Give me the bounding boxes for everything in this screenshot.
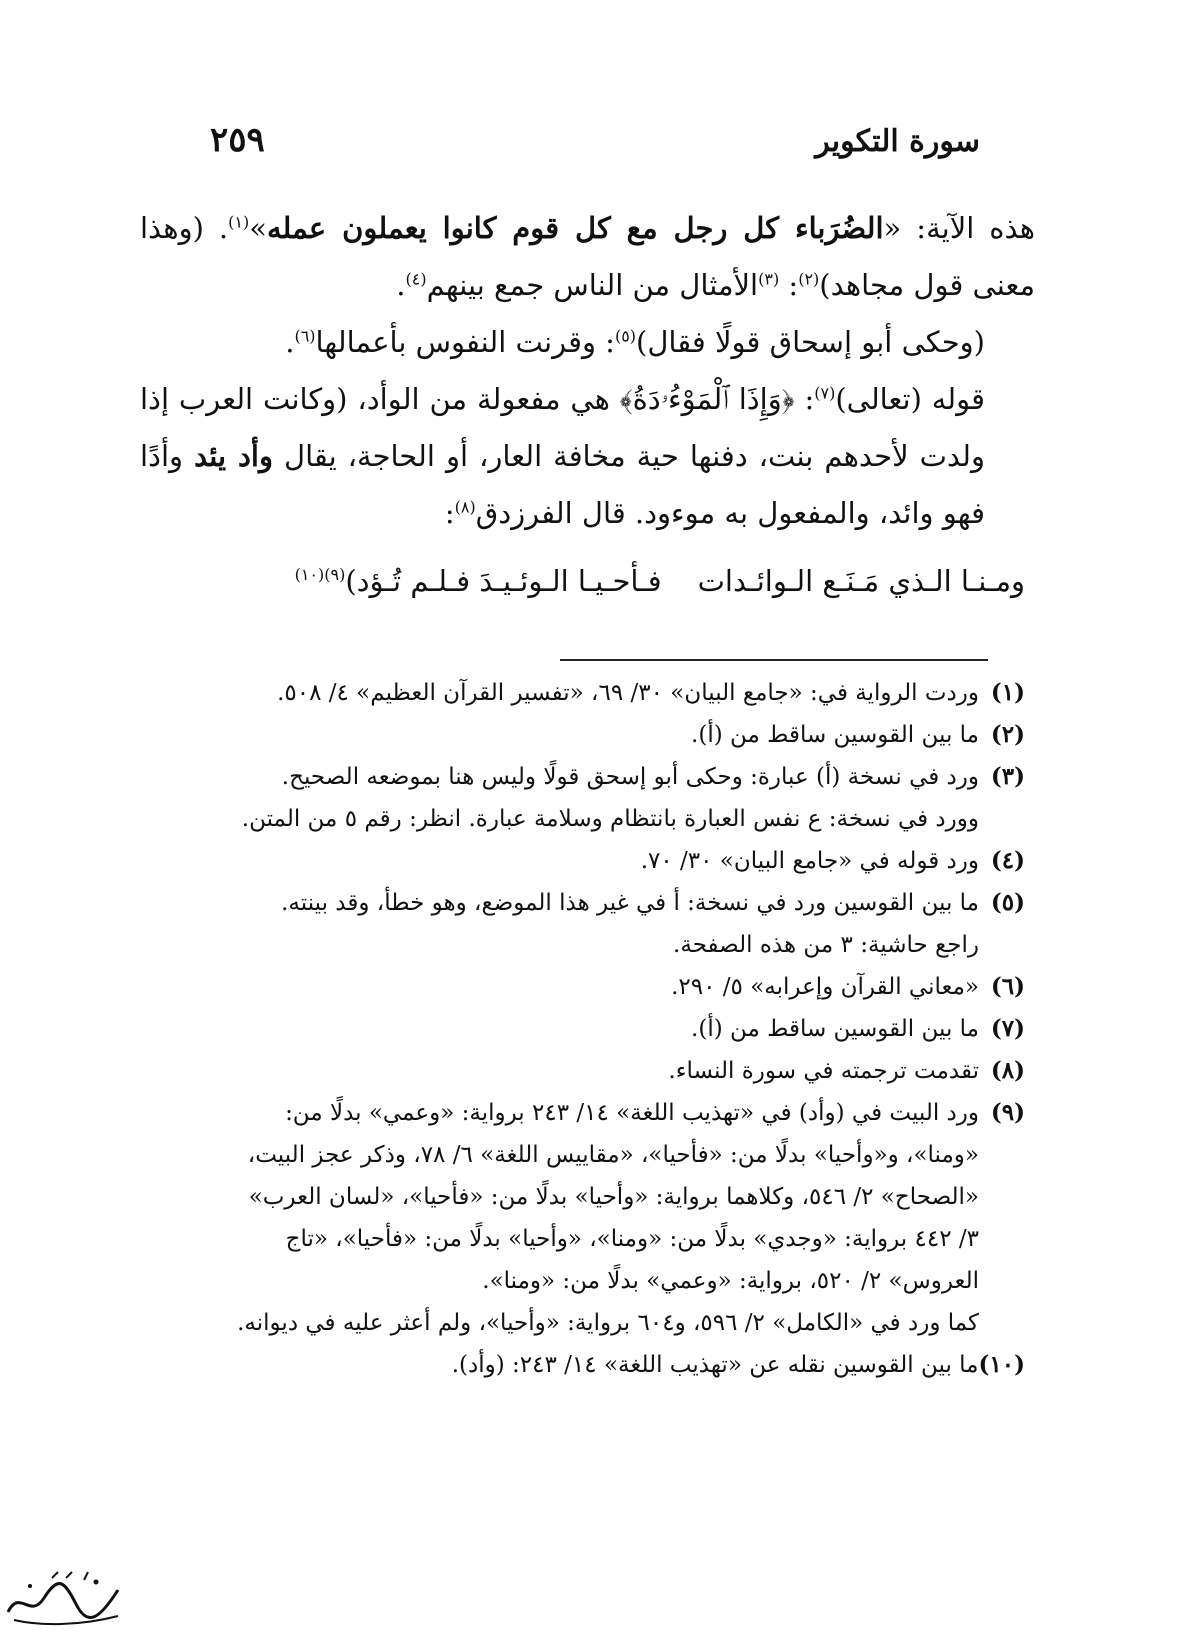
footnote-text — [130, 882, 979, 966]
footnote-line: وردت الرواية في: «جامع البيان» ٣٠/ ٦٩، «تفسير القرآن العظيم» ٤/ ٥٠٨. — [277, 680, 979, 706]
footnote-marker[interactable]: (٨) — [454, 497, 476, 517]
text-run: (وحكى أبو إسحاق قولًا فقال) — [636, 325, 985, 359]
surah-title: سورة التكوير — [815, 124, 980, 159]
footnote-number: (٣) — [990, 763, 1025, 790]
footnote-separator — [560, 659, 988, 661]
footnote-number: (٨) — [990, 1057, 1025, 1084]
footnote-line: راجع حاشية: ٣ من هذه الصفحة. — [673, 932, 979, 958]
footnote-number: (١٠) — [978, 1351, 1025, 1378]
footnote-number: (٧) — [990, 1015, 1025, 1042]
footnote-marker[interactable]: (٤) — [405, 269, 427, 289]
footnote-text — [130, 714, 979, 756]
text-run: : — [779, 268, 799, 302]
footnote-item — [130, 756, 1025, 840]
paragraph-1 — [140, 200, 1035, 314]
text-run: . — [285, 325, 295, 359]
footnote-text — [130, 672, 979, 714]
footnote-line: «معاني القرآن وإعرابه» ٥/ ٢٩٠. — [671, 974, 979, 1000]
footnote-line: تقدمت ترجمته في سورة النساء. — [668, 1058, 979, 1084]
footnote-line: العروس» ٢/ ٥٢٠، برواية: «وعمي» بدلًا من: «ومنا». — [482, 1268, 979, 1294]
footnote-line: وورد في نسخة: ع نفس العبارة بانتظام وسلامة عبارة. انظر: رقم ٥ من المتن. — [241, 806, 979, 832]
footnote-marker[interactable]: (٦) — [294, 326, 316, 346]
text-run: » — [249, 211, 267, 245]
footnote-item — [130, 840, 1025, 882]
footnote-marker[interactable]: (٩)(١٠) — [294, 565, 346, 584]
footnote-number: (٢) — [990, 721, 1025, 748]
text-run: وأدًا فهو وائد، والمفعول به موءود. قال الفرزدق — [140, 439, 985, 530]
footnote-line: ما بين القوسين ساقط من (أ). — [691, 1016, 979, 1042]
footnote-line: ٣/ ٤٤٢ برواية: «وجدي» بدلًا من: «ومنا»، «وأحيا» بدلًا من: «فأحيا»، «تاج — [285, 1226, 979, 1252]
footnote-text — [130, 1008, 979, 1050]
footnote-line: «ومنا»، و«وأحيا» بدلًا من: «فأحيا»، «مقاييس اللغة» ٦/ ٧٨، وذكر عجز البيت، — [247, 1142, 979, 1168]
footnote-line: ما بين القوسين نقله عن «تهذيب اللغة» ١٤/ ٢٤٣: (وأد). — [451, 1352, 979, 1378]
text-run: : — [444, 496, 455, 530]
bold-text: وأد يئد — [194, 439, 273, 473]
footnote-item — [130, 1344, 1025, 1386]
footnote-line: ورد البيت في (وأد) في «تهذيب اللغة» ١٤/ ٢٤٣ برواية: «وعمي» بدلًا من: — [285, 1100, 979, 1126]
footnote-line: ورد في نسخة (أ) عبارة: وحكى أبو إسحق قولًا وليس هنا بموضعه الصحيح. — [281, 764, 979, 790]
footnote-text — [130, 1092, 979, 1344]
publisher-stamp-logo — [0, 1568, 130, 1632]
footnote-text — [130, 1344, 979, 1386]
paragraph-2 — [140, 314, 1035, 371]
text-run: : وقرنت النفوس بأعمالها — [315, 325, 615, 359]
quoted-text: الضُرَباء كل رجل مع كل قوم كانوا يعملون عمله — [266, 211, 884, 245]
footnote-item — [130, 966, 1025, 1008]
footnote-line: كما ورد في «الكامل» ٢/ ٥٩٦، و٦٠٤ برواية: «وأحيا»، ولم أعثر عليه في ديوانه. — [237, 1310, 979, 1336]
footnote-item — [130, 882, 1025, 966]
paragraph-3 — [140, 371, 1035, 542]
verse-second-hemistich: فـأحـيـا الـوئـيـدَ فـلـم تُـؤد) — [345, 563, 662, 598]
footnote-line: ما بين القوسين ورد في نسخة: أ في غير هذا الموضع، وهو خطأ، وقد بينته. — [281, 890, 979, 916]
footnote-item — [130, 1092, 1025, 1344]
footnote-line: ما بين القوسين ساقط من (أ). — [691, 722, 979, 748]
page-header — [210, 120, 980, 170]
footnote-item — [130, 672, 1025, 714]
footnote-number: (٤) — [990, 847, 1025, 874]
footnote-marker[interactable]: (٢) — [798, 269, 820, 289]
footnote-line: «الصحاح» ٢/ ٥٤٦، وكلاهما برواية: «وأحيا» بدلًا من: «فأحيا»، «لسان العرب» — [248, 1184, 979, 1210]
text-run: الأمثال من الناس جمع بينهم — [426, 268, 759, 302]
footnote-number: (١) — [990, 679, 1025, 706]
footnote-number: (٦) — [990, 973, 1025, 1000]
footnote-marker[interactable]: (١) — [228, 212, 250, 232]
footnote-number: (٥) — [990, 889, 1025, 916]
page-number: ٢٥٩ — [210, 120, 265, 160]
footnote-item — [130, 1008, 1025, 1050]
footnote-number: (٩) — [990, 1099, 1025, 1126]
footnote-text — [130, 966, 979, 1008]
footnote-marker[interactable]: (٣) — [758, 269, 780, 289]
verse-first-hemistich: ومـنـا الـذي مَـنَـع الـوائـدات — [697, 563, 1025, 598]
footnote-text — [130, 756, 979, 840]
poetry-verse — [150, 550, 1025, 606]
footnote-text — [130, 840, 979, 882]
text-run: قوله (تعالى) — [835, 382, 985, 416]
main-text — [140, 200, 1035, 542]
footnote-text — [130, 1050, 979, 1092]
footnote-line: ورد قوله في «جامع البيان» ٣٠/ ٧٠. — [640, 848, 979, 874]
footnote-item — [130, 714, 1025, 756]
footnote-marker[interactable]: (٧) — [814, 383, 836, 403]
text-run: هذه الآية: « — [883, 211, 1036, 245]
footnote-marker[interactable]: (٥) — [614, 326, 637, 346]
text-run: . (وهذا معنى قول مجاهد) — [140, 211, 1035, 302]
text-run: : ﴿وَإِذَا ٱلْمَوْءُۥدَةُ﴾ هي مفعولة من الوأد، (وكانت العرب إذا ولدت لأحدهم بنت، دفنها حية مخافة العار، أو الحاجة، يقال — [140, 382, 985, 473]
footnotes-section — [130, 672, 1025, 1386]
footnote-item — [130, 1050, 1025, 1092]
text-run: . — [396, 268, 406, 302]
